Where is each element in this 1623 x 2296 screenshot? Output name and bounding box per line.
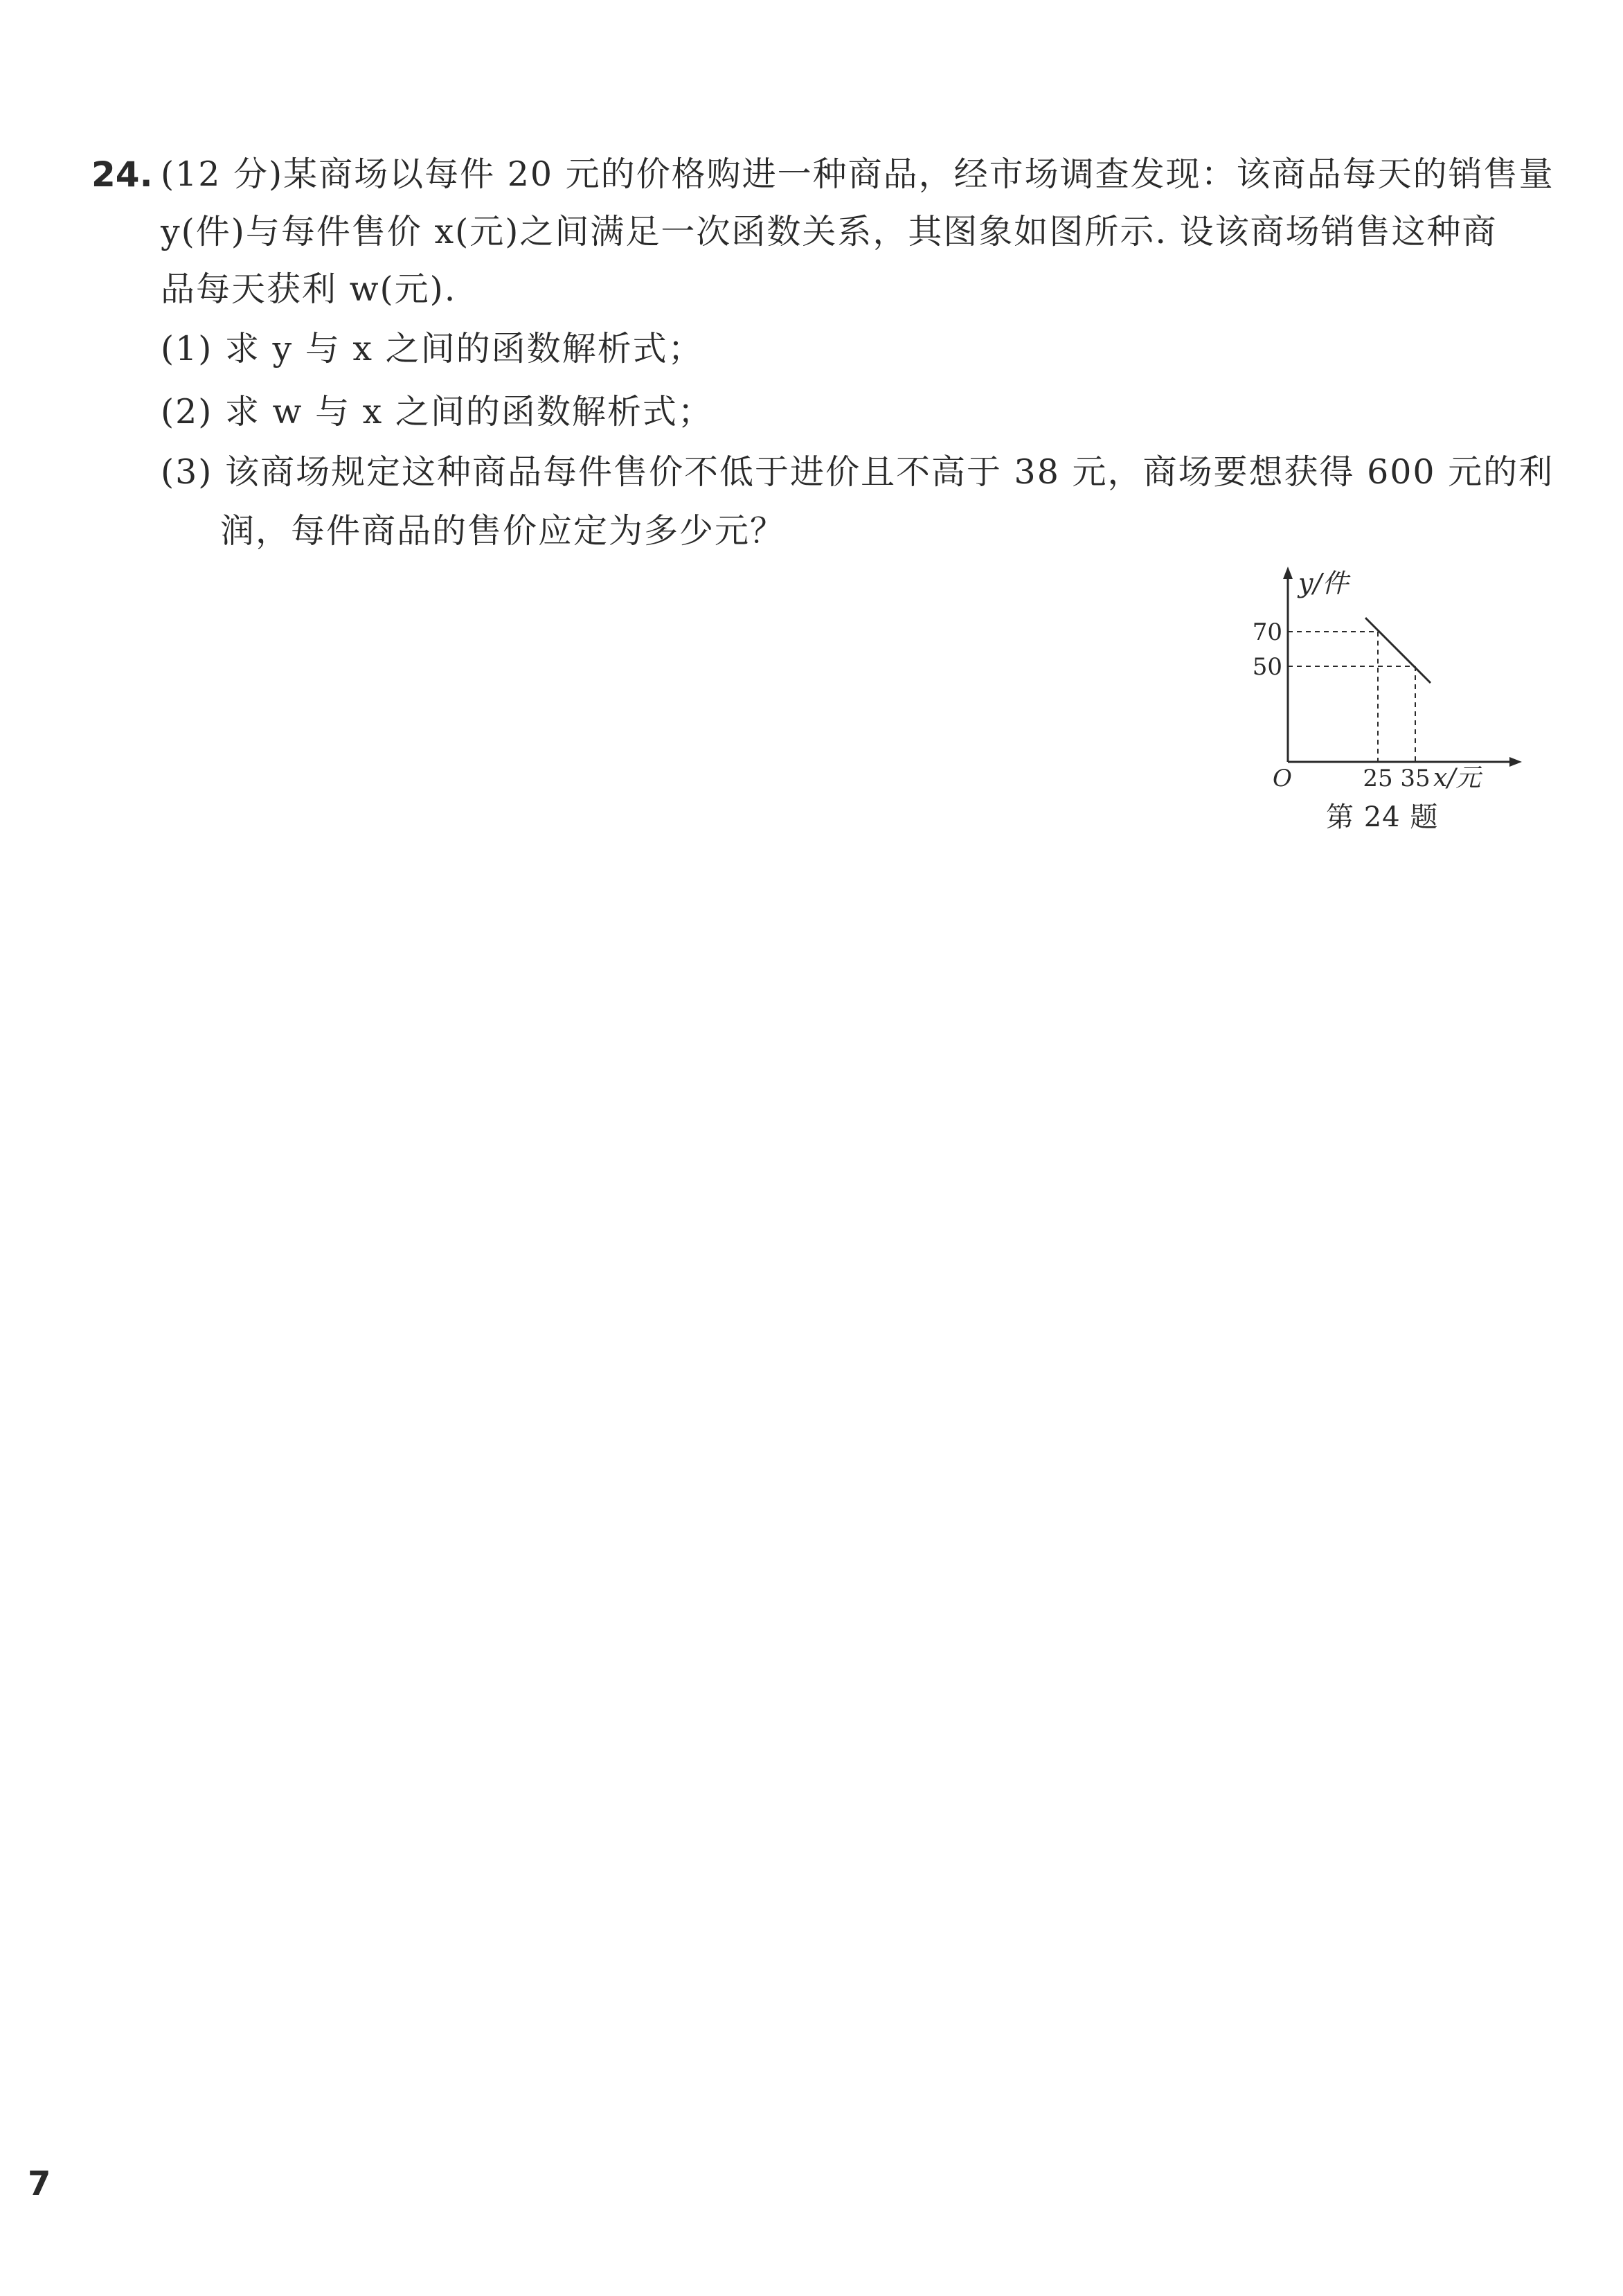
part-1: (1) 求 y 与 x 之间的函数解析式；	[161, 329, 703, 368]
origin-label: O	[1273, 765, 1292, 792]
x-tick-25: 25	[1363, 765, 1393, 792]
part-3-line-1: (3) 该商场规定这种商品每件售价不低于进价且不高于 38 元，商场要想获得 600 元的利	[161, 452, 1554, 492]
y-axis-arrow	[1283, 567, 1293, 579]
question-line-3: 品每天获利 w(元).	[161, 269, 457, 309]
question-line-1: (12 分)某商场以每件 20 元的价格购进一种商品，经市场调查发现：该商品每天的销售量	[161, 154, 1554, 194]
x-axis-label: x/元	[1433, 764, 1481, 792]
y-axis-label: y/件	[1298, 568, 1349, 598]
question-number: 24.	[91, 154, 153, 195]
part-3-line-2: 润，每件商品的售价应定为多少元？	[220, 511, 786, 551]
part-2: (2) 求 w 与 x 之间的函数解析式；	[161, 392, 713, 431]
figure-caption: 第 24 题	[1326, 801, 1439, 833]
x-tick-35: 35	[1400, 765, 1431, 792]
y-tick-70: 70	[1252, 619, 1282, 646]
page-number: 7	[28, 2164, 51, 2203]
question-line-2: y(件)与每件售价 x(元)之间满足一次函数关系，其图象如图所示. 设该商场销售这种商	[161, 212, 1498, 251]
y-tick-50: 50	[1252, 653, 1282, 681]
function-line	[1365, 618, 1431, 683]
x-axis-arrow	[1509, 757, 1522, 767]
